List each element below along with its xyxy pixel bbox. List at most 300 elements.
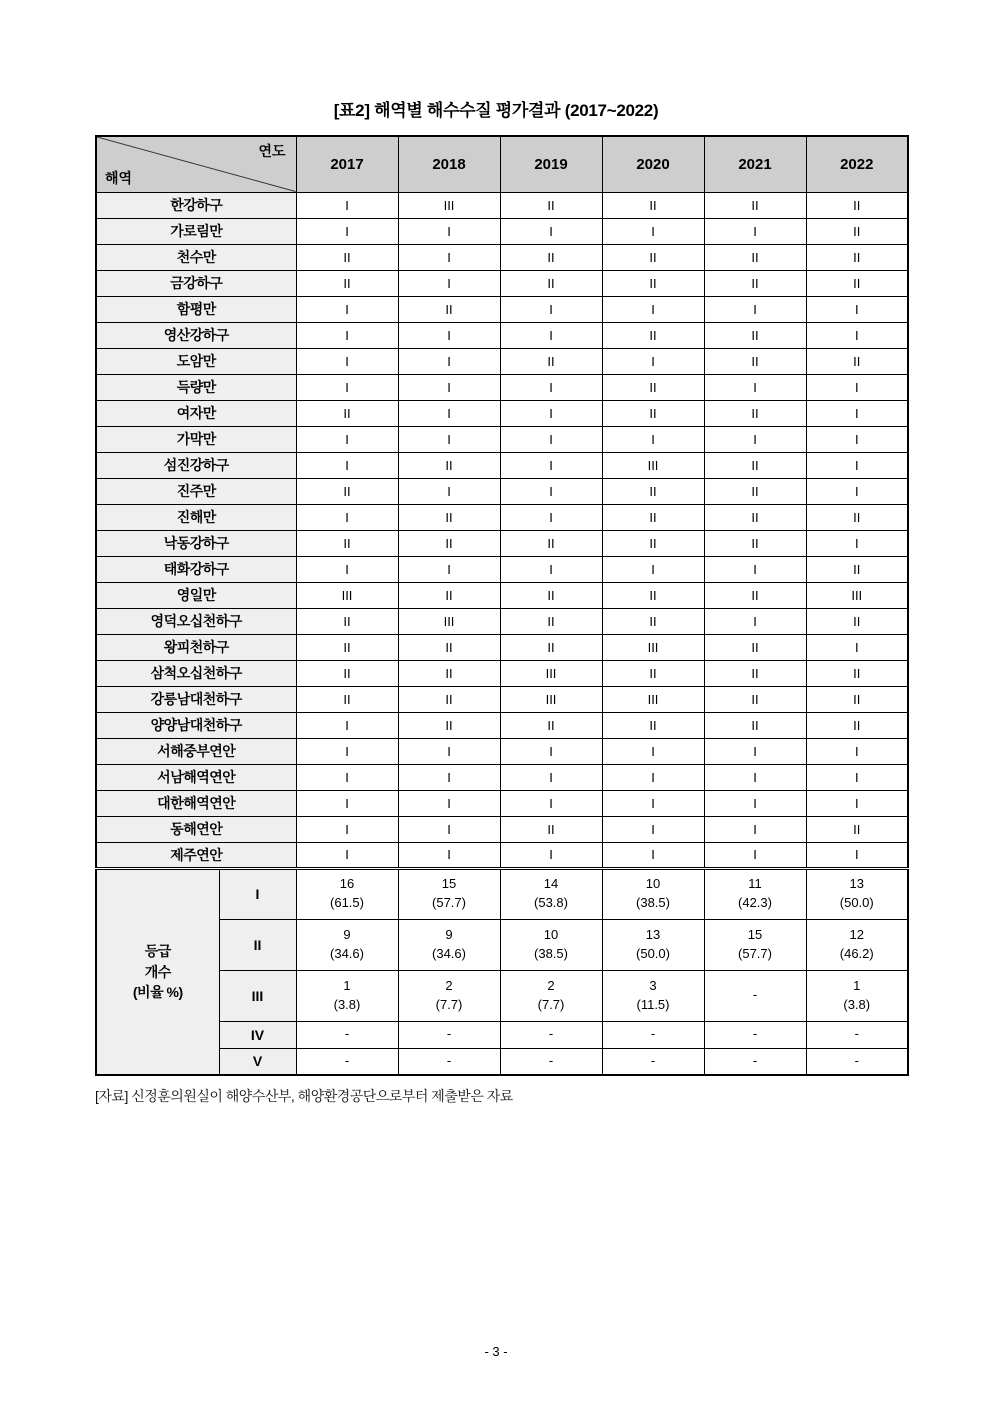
grade-value-cell: II bbox=[296, 530, 398, 556]
grade-value-cell: II bbox=[704, 400, 806, 426]
grade-value-cell: II bbox=[602, 608, 704, 634]
area-row bbox=[96, 712, 908, 738]
area-row bbox=[96, 400, 908, 426]
grade-value-cell: II bbox=[704, 712, 806, 738]
summary-value-cell bbox=[500, 1048, 602, 1075]
area-row bbox=[96, 790, 908, 816]
grade-value-cell: III bbox=[602, 452, 704, 478]
summary-count: 1 bbox=[343, 977, 351, 993]
summary-percent: (3.8) bbox=[843, 996, 871, 1012]
grade-value-cell: I bbox=[704, 738, 806, 764]
grade-value-cell: I bbox=[806, 764, 908, 790]
grade-value-cell: I bbox=[398, 790, 500, 816]
area-label: 가로림만 bbox=[96, 218, 296, 244]
page-number: - 3 - bbox=[484, 1344, 508, 1359]
grade-value-cell: I bbox=[602, 218, 704, 244]
grade-value-cell: I bbox=[296, 790, 398, 816]
summary-value-cell bbox=[296, 970, 398, 1021]
grade-value-cell: II bbox=[398, 452, 500, 478]
grade-value-cell: II bbox=[806, 504, 908, 530]
summary-grade-label: I bbox=[219, 868, 296, 919]
area-row bbox=[96, 764, 908, 790]
area-row bbox=[96, 452, 908, 478]
year-header: 2020 bbox=[602, 136, 704, 192]
area-label: 왕피천하구 bbox=[96, 634, 296, 660]
grade-value-cell: I bbox=[500, 764, 602, 790]
table-title: [표2] 해역별 해수수질 평가결과 (2017~2022) bbox=[333, 101, 659, 120]
grade-value-cell: I bbox=[398, 842, 500, 868]
grade-value-cell: I bbox=[704, 608, 806, 634]
summary-percent: (34.6) bbox=[330, 945, 364, 961]
area-label: 영산강하구 bbox=[96, 322, 296, 348]
corner-cell bbox=[96, 136, 296, 192]
summary-label-line: 등급 bbox=[144, 943, 171, 960]
grade-value-cell: I bbox=[704, 790, 806, 816]
summary-value-cell bbox=[806, 919, 908, 970]
grade-value-cell: I bbox=[704, 426, 806, 452]
grade-value-cell: I bbox=[806, 426, 908, 452]
grade-value-cell: I bbox=[602, 296, 704, 322]
grade-value-cell: I bbox=[704, 816, 806, 842]
summary-count: 16 bbox=[339, 876, 355, 892]
summary-grade-label: V bbox=[219, 1048, 296, 1075]
grade-value-cell: I bbox=[602, 348, 704, 374]
year-header: 2018 bbox=[398, 136, 500, 192]
summary-percent: (50.0) bbox=[636, 945, 670, 961]
grade-value-cell: I bbox=[704, 296, 806, 322]
summary-percent: (11.5) bbox=[636, 996, 670, 1012]
grade-value-cell: II bbox=[704, 504, 806, 530]
summary-value-cell bbox=[602, 1021, 704, 1048]
grade-value-cell: I bbox=[602, 790, 704, 816]
grade-value-cell: I bbox=[806, 296, 908, 322]
area-row bbox=[96, 686, 908, 712]
grade-value-cell: III bbox=[500, 686, 602, 712]
area-rows-body bbox=[96, 192, 908, 868]
summary-grade-label: II bbox=[219, 919, 296, 970]
grade-value-cell: II bbox=[296, 270, 398, 296]
area-row bbox=[96, 192, 908, 218]
grade-value-cell: II bbox=[296, 478, 398, 504]
grade-value-cell: I bbox=[296, 426, 398, 452]
grade-value-cell: II bbox=[398, 504, 500, 530]
area-label: 천수만 bbox=[96, 244, 296, 270]
summary-value-cell bbox=[704, 919, 806, 970]
summary-count: 3 bbox=[649, 977, 657, 993]
summary-value-cell bbox=[602, 970, 704, 1021]
area-row bbox=[96, 296, 908, 322]
grade-value-cell: I bbox=[704, 764, 806, 790]
summary-count: - bbox=[752, 1026, 758, 1042]
grade-value-cell: II bbox=[296, 608, 398, 634]
summary-percent: (57.7) bbox=[432, 895, 466, 910]
grade-value-cell: II bbox=[704, 582, 806, 608]
grade-value-cell: II bbox=[806, 218, 908, 244]
grade-value-cell: II bbox=[602, 400, 704, 426]
summary-percent: (34.6) bbox=[432, 945, 466, 961]
grade-value-cell: I bbox=[398, 218, 500, 244]
summary-value-cell bbox=[296, 868, 398, 919]
summary-value-cell bbox=[704, 970, 806, 1021]
grade-value-cell: II bbox=[602, 504, 704, 530]
area-label: 태화강하구 bbox=[96, 556, 296, 582]
grade-value-cell: I bbox=[806, 842, 908, 868]
summary-count: 15 bbox=[441, 876, 457, 892]
grade-value-cell: II bbox=[704, 322, 806, 348]
summary-value-cell bbox=[296, 919, 398, 970]
area-label: 낙동강하구 bbox=[96, 530, 296, 556]
grade-value-cell: I bbox=[602, 426, 704, 452]
grade-value-cell: II bbox=[704, 530, 806, 556]
area-label: 영덕오십천하구 bbox=[96, 608, 296, 634]
area-label: 가막만 bbox=[96, 426, 296, 452]
grade-value-cell: II bbox=[500, 634, 602, 660]
grade-value-cell: II bbox=[602, 530, 704, 556]
grade-value-cell: I bbox=[398, 374, 500, 400]
summary-value-cell bbox=[602, 919, 704, 970]
grade-value-cell: I bbox=[296, 764, 398, 790]
grade-value-cell: I bbox=[398, 400, 500, 426]
summary-count: 10 bbox=[543, 926, 559, 942]
area-row bbox=[96, 842, 908, 868]
grade-value-cell: II bbox=[704, 348, 806, 374]
corner-label-year: 연도 bbox=[258, 143, 286, 159]
grade-value-cell: III bbox=[602, 686, 704, 712]
grade-value-cell: I bbox=[398, 322, 500, 348]
grade-value-cell: I bbox=[500, 374, 602, 400]
area-row bbox=[96, 426, 908, 452]
summary-grade-label: IV bbox=[219, 1021, 296, 1048]
grade-value-cell: I bbox=[296, 218, 398, 244]
grade-value-cell: II bbox=[704, 270, 806, 296]
grade-value-cell: I bbox=[500, 504, 602, 530]
grade-value-cell: III bbox=[398, 608, 500, 634]
summary-value-cell bbox=[398, 1021, 500, 1048]
grade-value-cell: I bbox=[398, 348, 500, 374]
area-row bbox=[96, 530, 908, 556]
area-label: 진해만 bbox=[96, 504, 296, 530]
grade-value-cell: I bbox=[296, 738, 398, 764]
area-row bbox=[96, 816, 908, 842]
grade-value-cell: III bbox=[806, 582, 908, 608]
grade-value-cell: II bbox=[398, 582, 500, 608]
area-row bbox=[96, 478, 908, 504]
grade-value-cell: II bbox=[398, 530, 500, 556]
area-row bbox=[96, 582, 908, 608]
area-label: 제주연안 bbox=[96, 842, 296, 868]
area-row bbox=[96, 348, 908, 374]
summary-count: - bbox=[548, 1026, 554, 1042]
summary-count: - bbox=[650, 1026, 656, 1042]
grade-value-cell: II bbox=[500, 608, 602, 634]
grade-value-cell: II bbox=[296, 244, 398, 270]
summary-row bbox=[96, 868, 908, 919]
summary-count: 12 bbox=[849, 926, 864, 942]
grade-value-cell: I bbox=[500, 452, 602, 478]
year-header: 2017 bbox=[296, 136, 398, 192]
grade-value-cell: II bbox=[602, 244, 704, 270]
grade-value-cell: I bbox=[806, 452, 908, 478]
summary-percent: (3.8) bbox=[333, 996, 361, 1012]
grade-value-cell: I bbox=[500, 426, 602, 452]
grade-value-cell: I bbox=[500, 738, 602, 764]
summary-percent: (57.7) bbox=[738, 945, 772, 961]
area-label: 득량만 bbox=[96, 374, 296, 400]
summary-value-cell bbox=[296, 1021, 398, 1048]
grade-value-cell: I bbox=[296, 192, 398, 218]
grade-value-cell: I bbox=[806, 738, 908, 764]
grade-value-cell: II bbox=[602, 582, 704, 608]
grade-value-cell: II bbox=[296, 686, 398, 712]
summary-label-line: (비율 %) bbox=[132, 983, 183, 1000]
year-header: 2019 bbox=[500, 136, 602, 192]
summary-rows-body bbox=[96, 868, 908, 1075]
summary-value-cell bbox=[602, 1048, 704, 1075]
grade-value-cell: II bbox=[500, 348, 602, 374]
grade-value-cell: II bbox=[806, 660, 908, 686]
area-label: 섬진강하구 bbox=[96, 452, 296, 478]
grade-value-cell: I bbox=[704, 556, 806, 582]
summary-percent: (53.8) bbox=[534, 895, 568, 910]
grade-value-cell: II bbox=[500, 270, 602, 296]
area-row bbox=[96, 218, 908, 244]
area-label: 한강하구 bbox=[96, 192, 296, 218]
summary-label-line: 개수 bbox=[144, 963, 171, 980]
area-label: 여자만 bbox=[96, 400, 296, 426]
summary-count: 2 bbox=[445, 977, 453, 993]
summary-count: 13 bbox=[645, 926, 661, 942]
area-row bbox=[96, 738, 908, 764]
summary-count: - bbox=[344, 1052, 350, 1068]
area-label: 서남해역연안 bbox=[96, 764, 296, 790]
summary-value-cell bbox=[704, 1048, 806, 1075]
summary-value-cell bbox=[500, 1021, 602, 1048]
area-row bbox=[96, 634, 908, 660]
grade-value-cell: II bbox=[398, 296, 500, 322]
grade-value-cell: I bbox=[296, 452, 398, 478]
summary-value-cell bbox=[704, 868, 806, 919]
summary-percent: (7.7) bbox=[537, 996, 565, 1012]
grade-value-cell: I bbox=[296, 504, 398, 530]
grade-value-cell: I bbox=[398, 738, 500, 764]
grade-value-cell: III bbox=[500, 660, 602, 686]
summary-count: - bbox=[650, 1052, 656, 1068]
summary-value-cell bbox=[500, 919, 602, 970]
grade-value-cell: I bbox=[806, 374, 908, 400]
grade-value-cell: I bbox=[296, 296, 398, 322]
grade-value-cell: II bbox=[602, 322, 704, 348]
year-header: 2022 bbox=[806, 136, 908, 192]
grade-value-cell: II bbox=[602, 712, 704, 738]
grade-value-cell: I bbox=[806, 322, 908, 348]
grade-value-cell: I bbox=[296, 556, 398, 582]
grade-value-cell: I bbox=[500, 322, 602, 348]
area-row bbox=[96, 556, 908, 582]
summary-count: - bbox=[446, 1052, 452, 1068]
grade-value-cell: II bbox=[704, 660, 806, 686]
corner-label-area: 해역 bbox=[105, 169, 133, 186]
grade-value-cell: I bbox=[398, 816, 500, 842]
grade-value-cell: I bbox=[296, 348, 398, 374]
grade-value-cell: I bbox=[806, 634, 908, 660]
summary-count: - bbox=[752, 1052, 758, 1068]
grade-value-cell: I bbox=[602, 816, 704, 842]
summary-value-cell bbox=[806, 1021, 908, 1048]
area-row bbox=[96, 322, 908, 348]
grade-value-cell: II bbox=[398, 686, 500, 712]
summary-value-cell bbox=[602, 868, 704, 919]
grade-value-cell: II bbox=[704, 192, 806, 218]
summary-count: 14 bbox=[543, 876, 559, 892]
grade-value-cell: I bbox=[704, 842, 806, 868]
grade-value-cell: I bbox=[296, 816, 398, 842]
grade-value-cell: II bbox=[806, 712, 908, 738]
area-row bbox=[96, 660, 908, 686]
summary-count: 13 bbox=[849, 876, 864, 892]
grade-value-cell: I bbox=[296, 712, 398, 738]
summary-value-cell bbox=[398, 1048, 500, 1075]
summary-percent: (61.5) bbox=[330, 895, 364, 910]
summary-percent: (7.7) bbox=[435, 996, 463, 1012]
grade-value-cell: II bbox=[704, 452, 806, 478]
water-quality-table bbox=[95, 135, 909, 1076]
area-label: 금강하구 bbox=[96, 270, 296, 296]
grade-value-cell: II bbox=[806, 244, 908, 270]
grade-value-cell: I bbox=[500, 842, 602, 868]
summary-count: 2 bbox=[547, 977, 555, 993]
grade-value-cell: II bbox=[296, 660, 398, 686]
grade-value-cell: I bbox=[398, 426, 500, 452]
area-label: 강릉남대천하구 bbox=[96, 686, 296, 712]
area-label: 삼척오십천하구 bbox=[96, 660, 296, 686]
grade-value-cell: II bbox=[704, 478, 806, 504]
grade-value-cell: I bbox=[398, 764, 500, 790]
area-label: 대한해역연안 bbox=[96, 790, 296, 816]
grade-value-cell: I bbox=[602, 738, 704, 764]
grade-value-cell: II bbox=[500, 816, 602, 842]
grade-value-cell: II bbox=[806, 192, 908, 218]
grade-value-cell: II bbox=[296, 634, 398, 660]
grade-value-cell: I bbox=[806, 530, 908, 556]
summary-percent: (38.5) bbox=[534, 945, 568, 961]
summary-value-cell bbox=[806, 868, 908, 919]
area-label: 도암만 bbox=[96, 348, 296, 374]
grade-value-cell: II bbox=[500, 192, 602, 218]
grade-value-cell: I bbox=[398, 270, 500, 296]
summary-count: - bbox=[752, 987, 758, 1003]
grade-value-cell: II bbox=[398, 660, 500, 686]
summary-count: - bbox=[344, 1026, 350, 1042]
grade-value-cell: II bbox=[806, 816, 908, 842]
grade-value-cell: II bbox=[602, 374, 704, 400]
grade-value-cell: II bbox=[500, 582, 602, 608]
summary-grade-label: III bbox=[219, 970, 296, 1021]
grade-value-cell: I bbox=[500, 296, 602, 322]
summary-percent: (42.3) bbox=[738, 895, 772, 910]
grade-value-cell: II bbox=[806, 686, 908, 712]
grade-value-cell: I bbox=[500, 218, 602, 244]
summary-value-cell bbox=[806, 1048, 908, 1075]
summary-percent: (38.5) bbox=[636, 895, 670, 910]
summary-count: 11 bbox=[748, 876, 762, 892]
summary-value-cell bbox=[500, 970, 602, 1021]
grade-value-cell: II bbox=[602, 270, 704, 296]
grade-value-cell: II bbox=[602, 660, 704, 686]
summary-value-cell bbox=[296, 1048, 398, 1075]
grade-value-cell: III bbox=[398, 192, 500, 218]
grade-value-cell: I bbox=[398, 478, 500, 504]
grade-value-cell: II bbox=[806, 348, 908, 374]
summary-count: 1 bbox=[853, 977, 861, 993]
grade-value-cell: II bbox=[806, 270, 908, 296]
grade-value-cell: II bbox=[398, 634, 500, 660]
summary-count: - bbox=[854, 1026, 859, 1042]
summary-value-cell bbox=[398, 970, 500, 1021]
grade-value-cell: II bbox=[500, 712, 602, 738]
summary-value-cell bbox=[704, 1021, 806, 1048]
grade-value-cell: II bbox=[500, 244, 602, 270]
grade-value-cell: I bbox=[806, 478, 908, 504]
grade-value-cell: II bbox=[398, 712, 500, 738]
summary-value-cell bbox=[398, 868, 500, 919]
area-row bbox=[96, 374, 908, 400]
source-note: [자료] 신정훈의원실이 해양수산부, 해양환경공단으로부터 제출받은 자료 bbox=[95, 1088, 513, 1104]
grade-value-cell: I bbox=[704, 374, 806, 400]
area-label: 영일만 bbox=[96, 582, 296, 608]
grade-value-cell: I bbox=[602, 842, 704, 868]
summary-count: 9 bbox=[445, 926, 453, 942]
grade-value-cell: II bbox=[704, 686, 806, 712]
grade-value-cell: II bbox=[704, 244, 806, 270]
summary-value-cell bbox=[398, 919, 500, 970]
area-label: 양양남대천하구 bbox=[96, 712, 296, 738]
summary-count: 15 bbox=[747, 926, 763, 942]
grade-value-cell: I bbox=[602, 764, 704, 790]
area-row bbox=[96, 270, 908, 296]
grade-value-cell: I bbox=[602, 556, 704, 582]
summary-count: - bbox=[548, 1052, 554, 1068]
summary-section-label bbox=[96, 868, 219, 1075]
header-row bbox=[96, 136, 908, 192]
grade-value-cell: II bbox=[296, 400, 398, 426]
area-label: 함평만 bbox=[96, 296, 296, 322]
summary-count: 10 bbox=[645, 876, 661, 892]
grade-value-cell: I bbox=[296, 322, 398, 348]
summary-count: 9 bbox=[343, 926, 351, 942]
grade-value-cell: I bbox=[296, 374, 398, 400]
grade-value-cell: II bbox=[806, 556, 908, 582]
summary-value-cell bbox=[500, 868, 602, 919]
area-label: 진주만 bbox=[96, 478, 296, 504]
area-row bbox=[96, 244, 908, 270]
grade-value-cell: I bbox=[704, 218, 806, 244]
area-label: 동해연안 bbox=[96, 816, 296, 842]
grade-value-cell: II bbox=[602, 478, 704, 504]
grade-value-cell: I bbox=[296, 842, 398, 868]
summary-count: - bbox=[446, 1026, 452, 1042]
grade-value-cell: I bbox=[500, 556, 602, 582]
year-header: 2021 bbox=[704, 136, 806, 192]
area-row bbox=[96, 608, 908, 634]
summary-value-cell bbox=[806, 970, 908, 1021]
grade-value-cell: I bbox=[500, 400, 602, 426]
grade-value-cell: I bbox=[398, 556, 500, 582]
grade-value-cell: II bbox=[704, 634, 806, 660]
grade-value-cell: III bbox=[602, 634, 704, 660]
grade-value-cell: I bbox=[806, 400, 908, 426]
area-row bbox=[96, 504, 908, 530]
grade-value-cell: I bbox=[500, 790, 602, 816]
